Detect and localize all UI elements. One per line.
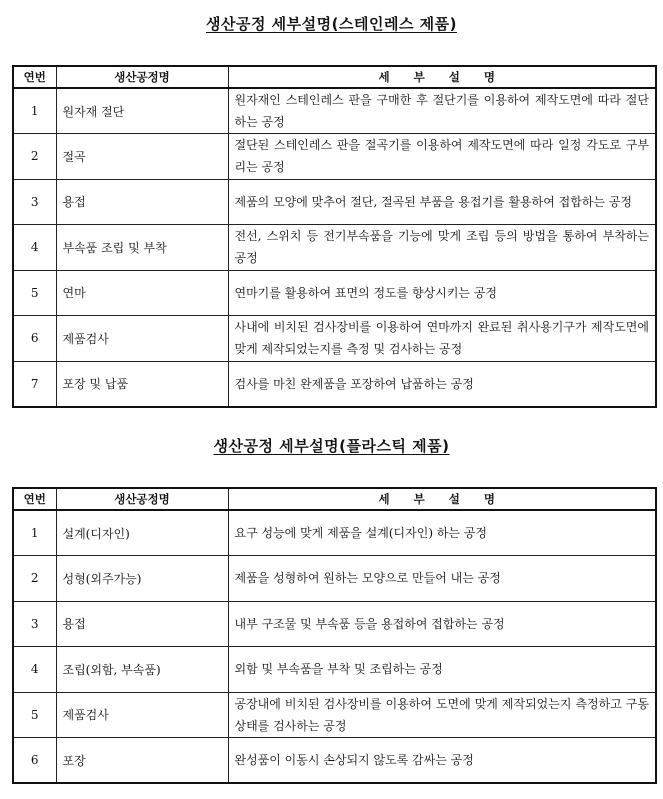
row-number: 5 [13, 692, 56, 738]
process-description: 공장내에 비치된 검사장비를 이용하여 도면에 맞게 제작되었는지 측정하고 구동상태를 검사하는 공정 [228, 692, 656, 738]
header-description: 세 부 설 명 [228, 66, 656, 88]
process-name: 용접 [56, 601, 228, 647]
process-description: 절단된 스테인레스 판을 절곡기를 이용하여 제작도면에 따라 일정 각도로 구부리는 공정 [228, 134, 656, 180]
row-number: 1 [13, 88, 56, 134]
table-row [13, 316, 656, 362]
process-name: 연마 [56, 270, 228, 316]
table-row [13, 225, 656, 271]
section-title-stainless: 생산공정 세부설명(스테인레스 제품) [205, 15, 457, 33]
section-title-plastic: 생산공정 세부설명(플라스틱 제품) [213, 437, 450, 455]
table-row [13, 647, 656, 693]
table-row [13, 510, 656, 556]
process-description: 요구 성능에 맞게 제품을 설계(디자인) 하는 공정 [228, 510, 656, 556]
process-description: 사내에 비치된 검사장비를 이용하여 연마까지 완료된 취사용기구가 제작도면에 맞게 제작되었는지를 측정 및 검사하는 공정 [228, 316, 656, 362]
header-process: 생산공정명 [56, 66, 228, 88]
table-row [13, 738, 656, 784]
row-number: 2 [13, 556, 56, 602]
row-number: 7 [13, 361, 56, 407]
table-header-row [13, 66, 656, 88]
row-number: 4 [13, 225, 56, 271]
row-number: 3 [13, 179, 56, 225]
process-name: 원자재 절단 [56, 88, 228, 134]
process-name: 제품검사 [56, 316, 228, 362]
process-description: 외함 및 부속품을 부착 및 조립하는 공정 [228, 647, 656, 693]
table-row [13, 270, 656, 316]
table-row [13, 134, 656, 180]
header-description: 세 부 설 명 [228, 488, 656, 510]
process-name: 포장 [56, 738, 228, 784]
table-row [13, 692, 656, 738]
header-no: 연번 [13, 66, 56, 88]
process-name: 설계(디자인) [56, 510, 228, 556]
table-header-row [13, 488, 656, 510]
row-number: 1 [13, 510, 56, 556]
table-row [13, 88, 656, 134]
row-number: 6 [13, 738, 56, 784]
process-name: 제품검사 [56, 692, 228, 738]
row-number: 2 [13, 134, 56, 180]
table-row [13, 361, 656, 407]
process-table-stainless [12, 65, 657, 408]
header-no: 연번 [13, 488, 56, 510]
process-name: 용접 [56, 179, 228, 225]
table-row [13, 601, 656, 647]
process-description: 전선, 스위치 등 전기부속품을 기능에 맞게 조립 등의 방법을 통하여 부착하는 공정 [228, 225, 656, 271]
process-description: 제품을 성형하여 원하는 모양으로 만들어 내는 공정 [228, 556, 656, 602]
process-name: 성형(외주가능) [56, 556, 228, 602]
row-number: 3 [13, 601, 56, 647]
process-name: 부속품 조립 및 부착 [56, 225, 228, 271]
process-description: 원자재인 스테인레스 판을 구매한 후 절단기를 이용하여 제작도면에 따라 절단하는 공정 [228, 88, 656, 134]
row-number: 4 [13, 647, 56, 693]
table-row [13, 556, 656, 602]
row-number: 5 [13, 270, 56, 316]
process-description: 연마기를 활용하여 표면의 정도를 향상시키는 공정 [228, 270, 656, 316]
row-number: 6 [13, 316, 56, 362]
process-name: 조립(외함, 부속품) [56, 647, 228, 693]
process-description: 완성품이 이동시 손상되지 않도록 감싸는 공정 [228, 738, 656, 784]
process-table-plastic [12, 487, 657, 784]
process-name: 포장 및 납품 [56, 361, 228, 407]
table-row [13, 179, 656, 225]
process-name: 절곡 [56, 134, 228, 180]
process-description: 제품의 모양에 맞추어 절단, 절곡된 부품을 용접기를 활용하여 접합하는 공정 [228, 179, 656, 225]
header-process: 생산공정명 [56, 488, 228, 510]
process-description: 검사를 마친 완제품을 포장하여 납품하는 공정 [228, 361, 656, 407]
process-description: 내부 구조물 및 부속품 등을 용접하여 접합하는 공정 [228, 601, 656, 647]
